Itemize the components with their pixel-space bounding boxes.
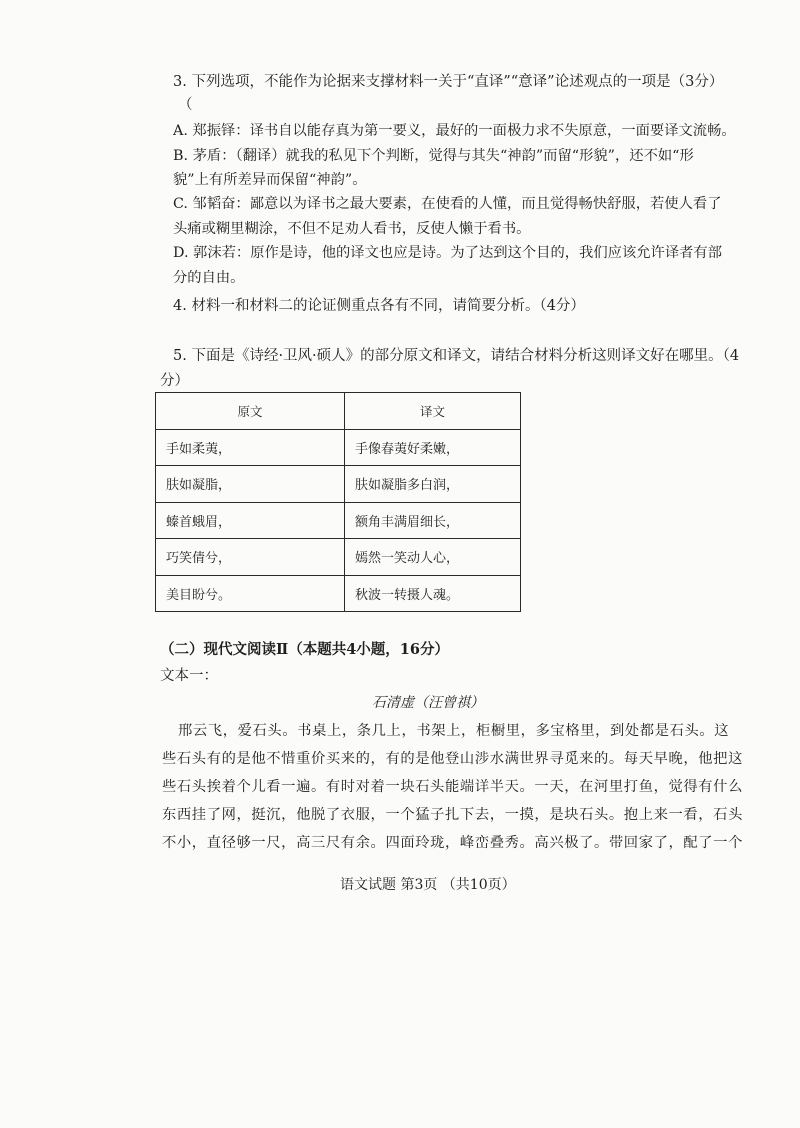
- translation-cell: 肤如凝脂多白润，: [345, 466, 521, 503]
- original-cell: 肤如凝脂，: [156, 466, 345, 503]
- header-original: 原文: [156, 393, 345, 430]
- table-row: [156, 429, 521, 466]
- original-cell: 巧笑倩兮，: [156, 539, 345, 576]
- question-5-stem-line-2: 分）: [160, 373, 189, 389]
- option-c-line-1: C. 邹韬奋：鄙意以为译书之最大要素，在使看的人懂，而且觉得畅快舒服，若使人看了: [173, 196, 722, 212]
- option-a: A. 郑振铎：译书自以能存真为第一要义，最好的一面极力求不失原意，一面要译文流畅。: [173, 123, 736, 139]
- table-row: [156, 539, 521, 576]
- option-d-line-2: 分的自由。: [173, 270, 245, 286]
- question-3-answer-paren: （: [178, 97, 193, 113]
- original-cell: 螓首蛾眉，: [156, 502, 345, 539]
- table-row: [156, 502, 521, 539]
- page-footer: 语文试题 第3页 （共10页）: [340, 877, 516, 893]
- translation-cell: 手像春荑好柔嫩，: [345, 429, 521, 466]
- original-cell: 手如柔荑，: [156, 429, 345, 466]
- table-row: [156, 575, 521, 612]
- translation-cell: 秋波一转摄人魂。: [345, 575, 521, 612]
- question-4-stem: 4. 材料一和材料二的论证侧重点各有不同，请简要分析。（4分）: [173, 298, 585, 314]
- section-2-heading: （二）现代文阅读Ⅱ（本题共4小题，16分）: [160, 641, 449, 658]
- header-translation: 译文: [345, 393, 521, 430]
- table-row: [156, 466, 521, 503]
- original-cell: 美目盼兮。: [156, 575, 345, 612]
- translation-cell: 额角丰满眉细长，: [345, 502, 521, 539]
- passage-line: 些石头挨着个儿看一遍。有时对着一块石头能端详半天。一天，在河里打鱼，觉得有什么: [162, 779, 743, 795]
- passage-title: 石清虚（汪曾祺）: [372, 695, 484, 711]
- question-5-stem-line-1: 5. 下面是《诗经·卫风·硕人》的部分原文和译文，请结合材料分析这则译文好在哪里。（4: [173, 348, 740, 364]
- option-d-line-1: D. 郭沫若：原作是诗，他的译文也应是诗。为了达到这个目的，我们应该允许译者有部: [173, 245, 723, 261]
- option-c-line-2: 头痛或糊里糊涂，不但不足劝人看书，反使人懒于看书。: [173, 221, 531, 237]
- translation-table: [155, 392, 521, 612]
- option-b-line-2: 貌”上有所差异而保留“神韵”。: [173, 172, 367, 188]
- question-3-stem: 3. 下列选项，不能作为论据来支撑材料一关于“直译”“意译”论述观点的一项是（3分）: [173, 74, 724, 90]
- option-b-line-1: B. 茅盾：（翻译）就我的私见下个判断，觉得与其失“神韵”而留“形貌”，还不如“形: [173, 148, 694, 164]
- table-header-row: [156, 393, 521, 430]
- passage-line: 东西挂了网，挺沉，他脱了衣服，一个猛子扎下去，一摸，是块石头。抱上来一看，石头: [162, 807, 743, 823]
- passage-line: 邢云飞，爱石头。书桌上，条几上，书架上，柜橱里，多宝格里，到处都是石头。这: [178, 723, 730, 739]
- passage-line: 不小，直径够一尺，高三尺有余。四面玲珑，峰峦叠秀。高兴极了。带回家了，配了一个: [162, 835, 743, 851]
- passage-line: 些石头有的是他不惜重价买来的，有的是他登山涉水满世界寻觅来的。每天早晚，他把这: [162, 751, 743, 767]
- translation-cell: 嫣然一笑动人心，: [345, 539, 521, 576]
- text-one-label: 文本一：: [160, 668, 218, 684]
